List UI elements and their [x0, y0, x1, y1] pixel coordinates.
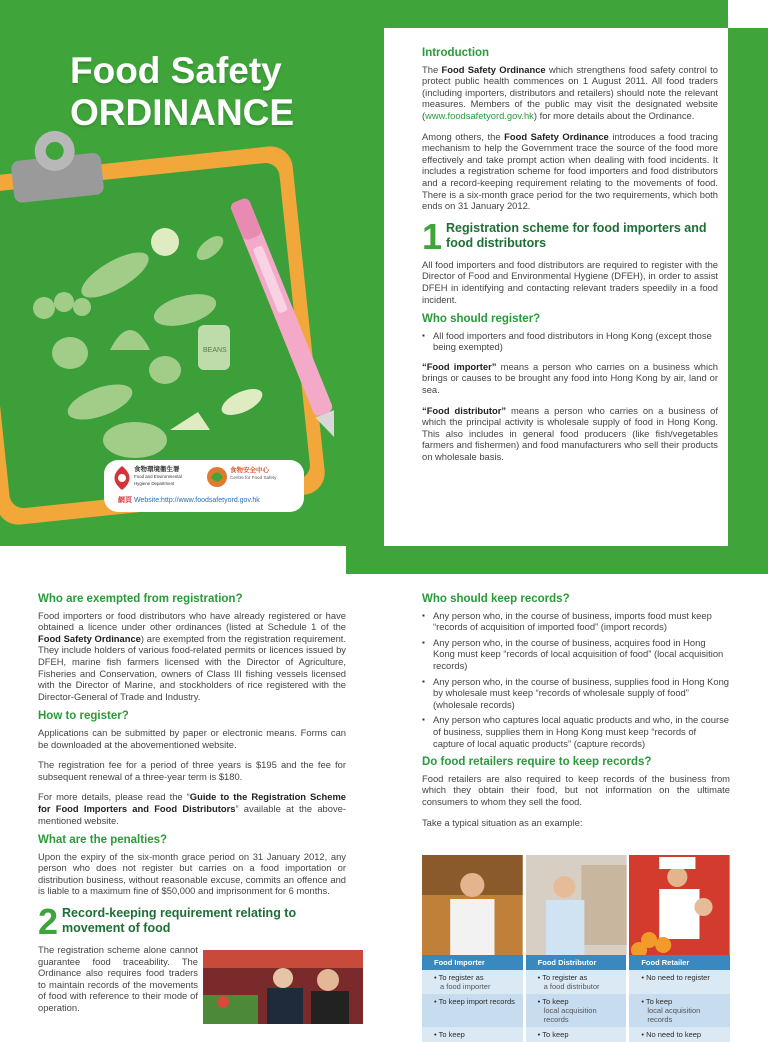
cover-title-line2: ORDINANCE	[70, 92, 295, 133]
section1-number: 1	[422, 215, 443, 257]
keep-records-heading: Who should keep records?	[422, 593, 570, 605]
exempt-heading: Who are exempted from registration?	[38, 593, 243, 605]
who-register-heading: Who should register?	[422, 313, 541, 326]
list-item: ▪ Any person who captures local aquatic products and who, in the course of business, supplies them in Hong Kong must keep “records of capture of local aquatic products” (capture records)	[422, 714, 730, 749]
table-cell: • To keep	[422, 1027, 526, 1042]
importer-definition: “Food importer” means a person who carries on a business which brings or causes to be brought any food into Hong Kong by air, land or sea.	[422, 360, 718, 396]
fehd-english: Food and Environmental Hygiene Department	[134, 474, 182, 486]
list-item: ▪ Any person who, in the course of business, imports food must keep “records of acquisition of imported food” (import records)	[422, 610, 730, 633]
section2-number: 2	[38, 901, 59, 943]
right-column	[422, 594, 730, 837]
exempt-paragraph: Food importers or food distributors who have already registered or have obtained a licence under other ordinances (listed at Schedule 1 of the Food Safety Ordinance) are exempted from the registration requirement. They include holders of various food-related permits or licences issued by DFEH, marine fish farmers licensed with the Director of Agriculture, Fisheries and Conservation, owners of Class III fishing vessels licensed with the Director of Marine, and stockholders of rice registered with the Director-General of Trade and Industry.	[38, 609, 346, 702]
divider-white	[0, 546, 346, 574]
intro-paragraph-2: Among others, the Food Safety Ordinance introduces a food tracing mechanism to help the Government trace the source of the food more effectively and take prompt action when dealing with food incidents. It includes a registration scheme for food importers and food distributors and a record-keeping requirement relating to the movements of food. There is a six-month grace period for the two requirements, which both ends on 31 January 2012.	[422, 130, 718, 212]
table-row	[422, 994, 730, 1027]
website-link[interactable]: Website:http://www.foodsafetyord.gov.hk	[133, 497, 260, 504]
fehd-logo-text	[134, 466, 194, 487]
cfs-chinese: 食物安全中心	[230, 467, 269, 474]
table-cell: • To keep local acquisition records	[526, 994, 630, 1027]
inner-page	[0, 574, 768, 1039]
list-item: ▪ Any person who, in the course of business, supplies food in Hong Kong by wholesale must keep “records of wholesale supply of food” (wholesale records)	[422, 676, 730, 711]
logo-card	[104, 460, 304, 512]
table-row	[422, 970, 730, 994]
cfs-english: Centre for Food Safety	[230, 475, 277, 480]
penalties-heading: What are the penalties?	[38, 834, 168, 847]
table-row	[422, 1027, 730, 1042]
intro-panel	[384, 28, 728, 546]
table-cell: • No need to keep	[629, 1027, 730, 1042]
cover-title	[70, 50, 294, 134]
section1-header	[422, 215, 718, 257]
website-line[interactable]	[118, 495, 260, 505]
importer-photo	[422, 855, 523, 955]
who-register-list	[422, 330, 718, 353]
corner-white	[728, 0, 768, 28]
list-item: ▪ Any person who, in the course of business, acquires food in Hong Kong must keep “records of local acquisition of food” (local acquisition records)	[422, 637, 730, 672]
table-header-row	[422, 955, 730, 970]
cfs-logo-icon	[206, 466, 228, 488]
website-label: 網頁	[118, 497, 132, 504]
table-cell: • To keep local acquisition records	[629, 994, 730, 1027]
how-paragraph-2: The registration fee for a period of three years is $195 and the fee for subsequent renewal of a three-year term is $180.	[38, 759, 346, 782]
example-text: Take a typical situation as an example:	[422, 816, 583, 828]
table-cell: • No need to register	[629, 970, 730, 994]
distributor-definition: “Food distributor” means a person who carries on a business of which the principal activity is wholesale supply of food in Hong Kong. This also includes in general food producers (like fish/vegetables farmers and fishermen) and food manufacturers who sell their products on wholesale basis.	[422, 404, 718, 463]
intro-paragraph-1: The Food Safety Ordinance which strengthens food safety control to protect public health commences on 1 August 2011. All food traders (including importers, distributors and retailers) should note the relevant measures. Members of the public may visit the designated website (www.foodsafetyord.gov.hk) for more details about the Ordinance.	[422, 63, 718, 121]
section2-header	[38, 901, 346, 943]
intro-heading: Introduction	[422, 47, 490, 59]
table-cell: • To register as a food distributor	[526, 970, 630, 994]
cfs-logo-text	[230, 467, 276, 481]
market-photo	[203, 950, 363, 1024]
table-cell: • To register as a food importer	[422, 970, 526, 994]
section1-title: Registration scheme for food importers and food distributors	[446, 220, 707, 250]
table-header: Food Distributor	[526, 955, 630, 970]
can-label: BEANS	[203, 347, 227, 354]
table-header: Food Importer	[422, 955, 526, 970]
section2-paragraph: The registration scheme alone cannot guarantee food traceability. The Ordinance also requires food traders to maintain records of the movements of food with reference to their mode of operation.	[38, 944, 198, 1014]
how-paragraph-1: Applications can be submitted by paper or electronic means. Forms can be downloaded at the abovementioned website.	[38, 726, 346, 750]
section2-title: Record-keeping requirement relating to movement of food	[62, 906, 297, 936]
divider-green	[346, 546, 768, 574]
table-header: Food Retailer	[629, 955, 730, 970]
keep-records-list	[422, 610, 730, 750]
retailers-heading: Do food retailers require to keep records?	[422, 756, 652, 769]
section1-paragraph: All food importers and food distributors are required to register with the Director of Food and Environmental Hygiene (DFEH), in order to assist DFEH in identifying and contacting relevant traders speedily in a food incident.	[422, 258, 718, 305]
retailers-paragraph: Food retailers are also required to keep records of the business from which they obtain their food, but not information on the ultimate consumers to whom they sell the food.	[422, 772, 730, 807]
table-cell: • To keep import records	[422, 994, 526, 1027]
cover-title-line1: Food Safety	[70, 50, 282, 91]
intro-website-link[interactable]: www.foodsafetyord.gov.hk	[425, 109, 534, 121]
how-heading: How to register?	[38, 710, 129, 723]
list-item: ▪ All food importers and food distributors in Hong Kong (except those being exempted)	[422, 330, 718, 353]
fehd-chinese: 食物環境衞生署	[134, 466, 180, 473]
retailer-photo	[629, 855, 730, 955]
how-paragraph-3: For more details, please read the “Guide to the Registration Scheme for Food Importers and Food Distributors” available at the above-mentioned website.	[38, 791, 346, 826]
table-cell: • To keep	[526, 1027, 630, 1042]
responsibility-table	[422, 955, 730, 1042]
fehd-logo-icon	[112, 466, 132, 490]
penalties-paragraph: Upon the expiry of the six-month grace period on 31 January 2012, any person who does not register but carries on a food importation or distribution business, without reasonable excuse, commits an offence and is liable to a maximum fine of $50,000 and imprisonment for 6 months.	[38, 850, 346, 897]
distributor-photo	[526, 855, 627, 955]
role-photos	[422, 855, 730, 955]
